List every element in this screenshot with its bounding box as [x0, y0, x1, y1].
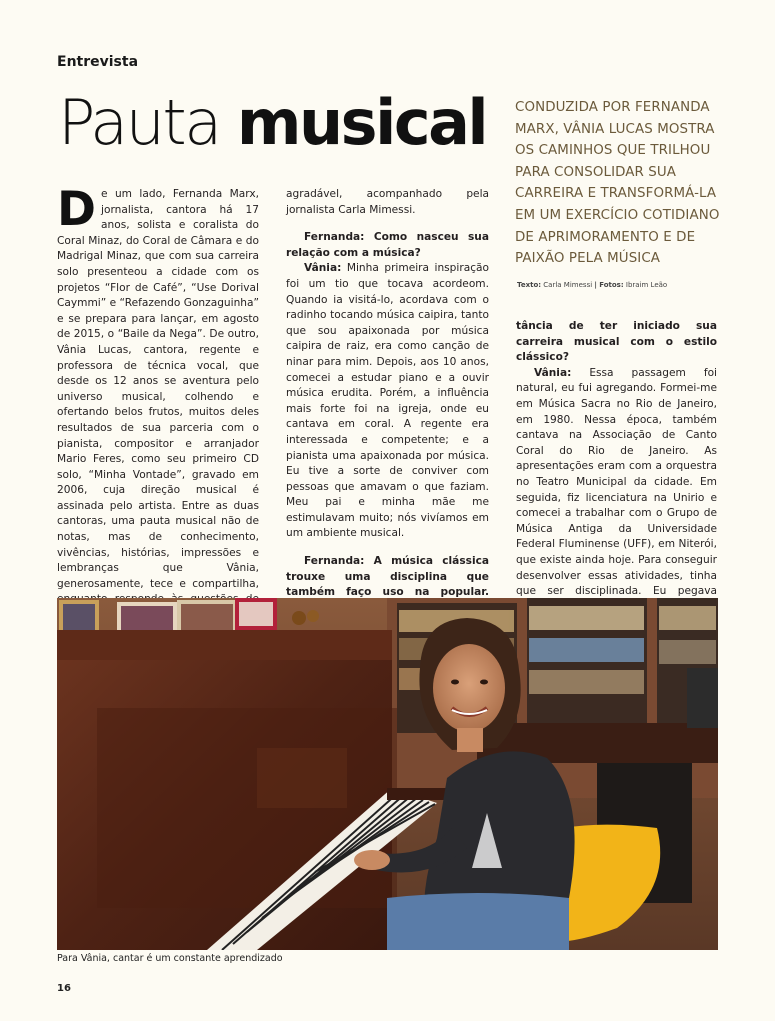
speaker-label: Vânia: — [304, 262, 342, 275]
credit-text-author: Carla Mimessi — [543, 281, 593, 289]
article-column-1 — [57, 182, 259, 624]
credits — [517, 281, 667, 289]
article-photo — [57, 598, 718, 950]
answer-body: Minha primeira inspiração foi um tio que tocava acordeom. Quando ia visitá-lo, acordava com o radinho tocando música caipira, tanto que sou apaixonada por música caipira de raiz, era como canção de ninar para mim. Depois, aos 10 anos, comecei a estudar piano e a ouvir música erudita. Porém, a influência mais forte foi na igreja, onde eu cantava em coral. A regente era interessada e competente; e a pianista uma apaixonada por música. Eu tive a sorte de conviver com pessoas que amavam o que faziam. Meu pai e minha mãe me estimulavam muito; nós vivíamos em um ambiente musical. — [286, 262, 489, 540]
dropcap: D — [57, 182, 97, 237]
paragraph: agradável, acompanhado pela jornalista Carla Mimessi. — [286, 188, 489, 216]
credit-photo-label: Fotos: — [599, 281, 624, 289]
headline-bold: musical — [236, 86, 487, 159]
headline-light: Pauta — [58, 86, 220, 159]
answer-body: Essa passagem foi natural, eu fui agregando. Formei-me em Música Sacra no Rio de Janeiro, em 1980. Nessa época, também cantava na Associação de Canto Coral do Rio de Janeiro. As apresentações eram com a orquestra no Teatro Municipal da cidade. Em seguida, fiz licenciatura na Unirio e comecei a trabalhar com o Grupo de Música Antiga da Universidade Federal Fluminense (UFF), em Niterói, que existe ainda hoje. Para conseguir desenvolver essas atividades, tinha que ser disciplinada. Eu pegava — [516, 366, 717, 598]
lead-paragraph — [57, 182, 259, 624]
section-label: Entrevista — [57, 54, 139, 70]
photo-caption: Para Vânia, cantar é um constante aprendizado — [57, 953, 283, 964]
intro-deck: CONDUZIDA POR FERNANDA MARX, VÂNIA LUCAS MOSTRA OS CAMINHOS QUE TRILHOU PARA CONSOLIDAR SUA CARREIRA E TRANSFORMÁ-LA EM UM EXERCÍCIO COTIDIANO DE APRIMORAMENTO E DE PAIXÃO PELA MÚSICA — [515, 100, 720, 267]
question: Fernanda: A música clássica trouxe uma disciplina que também faço uso na popular. — [286, 555, 489, 599]
page-title — [58, 86, 487, 159]
page-number: 16 — [57, 983, 71, 994]
credit-photo-author: Ibraim Leão — [625, 281, 668, 289]
credit-text-label: Texto: — [517, 281, 542, 289]
article-column-3 — [516, 319, 717, 631]
question-continued: tância de ter iniciado sua carreira musical com o estilo clássico? — [516, 320, 717, 364]
article-column-2 — [286, 187, 489, 616]
credit-separator: | — [594, 281, 597, 289]
question: Fernanda: Como nasceu sua relação com a música? — [286, 231, 489, 259]
answer — [286, 261, 489, 542]
speaker-label: Vânia: — [534, 366, 572, 379]
photo-illustration — [57, 598, 718, 950]
answer — [516, 366, 717, 631]
lead-body: e um lado, Fernanda Marx, jornalista, cantora há 17 anos, solista e coralista do Coral Minaz, do Coral de Câmara e do Madrigal Minaz, que com sua carreira solo presenteou a cidade com os projetos “Flor de Café”, “Use Dorival Caymmi” e “Refazendo Gonzaguinha” e se prepara para lançar, em agosto de 2015, o “Baile da Nega”. De outro, Vânia Lucas, cantora, regente e professora de técnica vocal, que desde os 12 anos se aventura pelo universo musical, colhendo e ofertando belos frutos, muitos deles resultados de sua parceria com o pianista, compositor e arranjador Mario Feres, como seu primeiro CD solo, “Minha Vontade”, gravado em 2006, cuja direção musical é assinada pelo artista. Entre as duas cantoras, uma pauta musical não de notas, mas de conhecimento, vivências, histórias, impressões e lembranças que Vânia, generosamente, tece e compartilha, — [57, 188, 259, 590]
